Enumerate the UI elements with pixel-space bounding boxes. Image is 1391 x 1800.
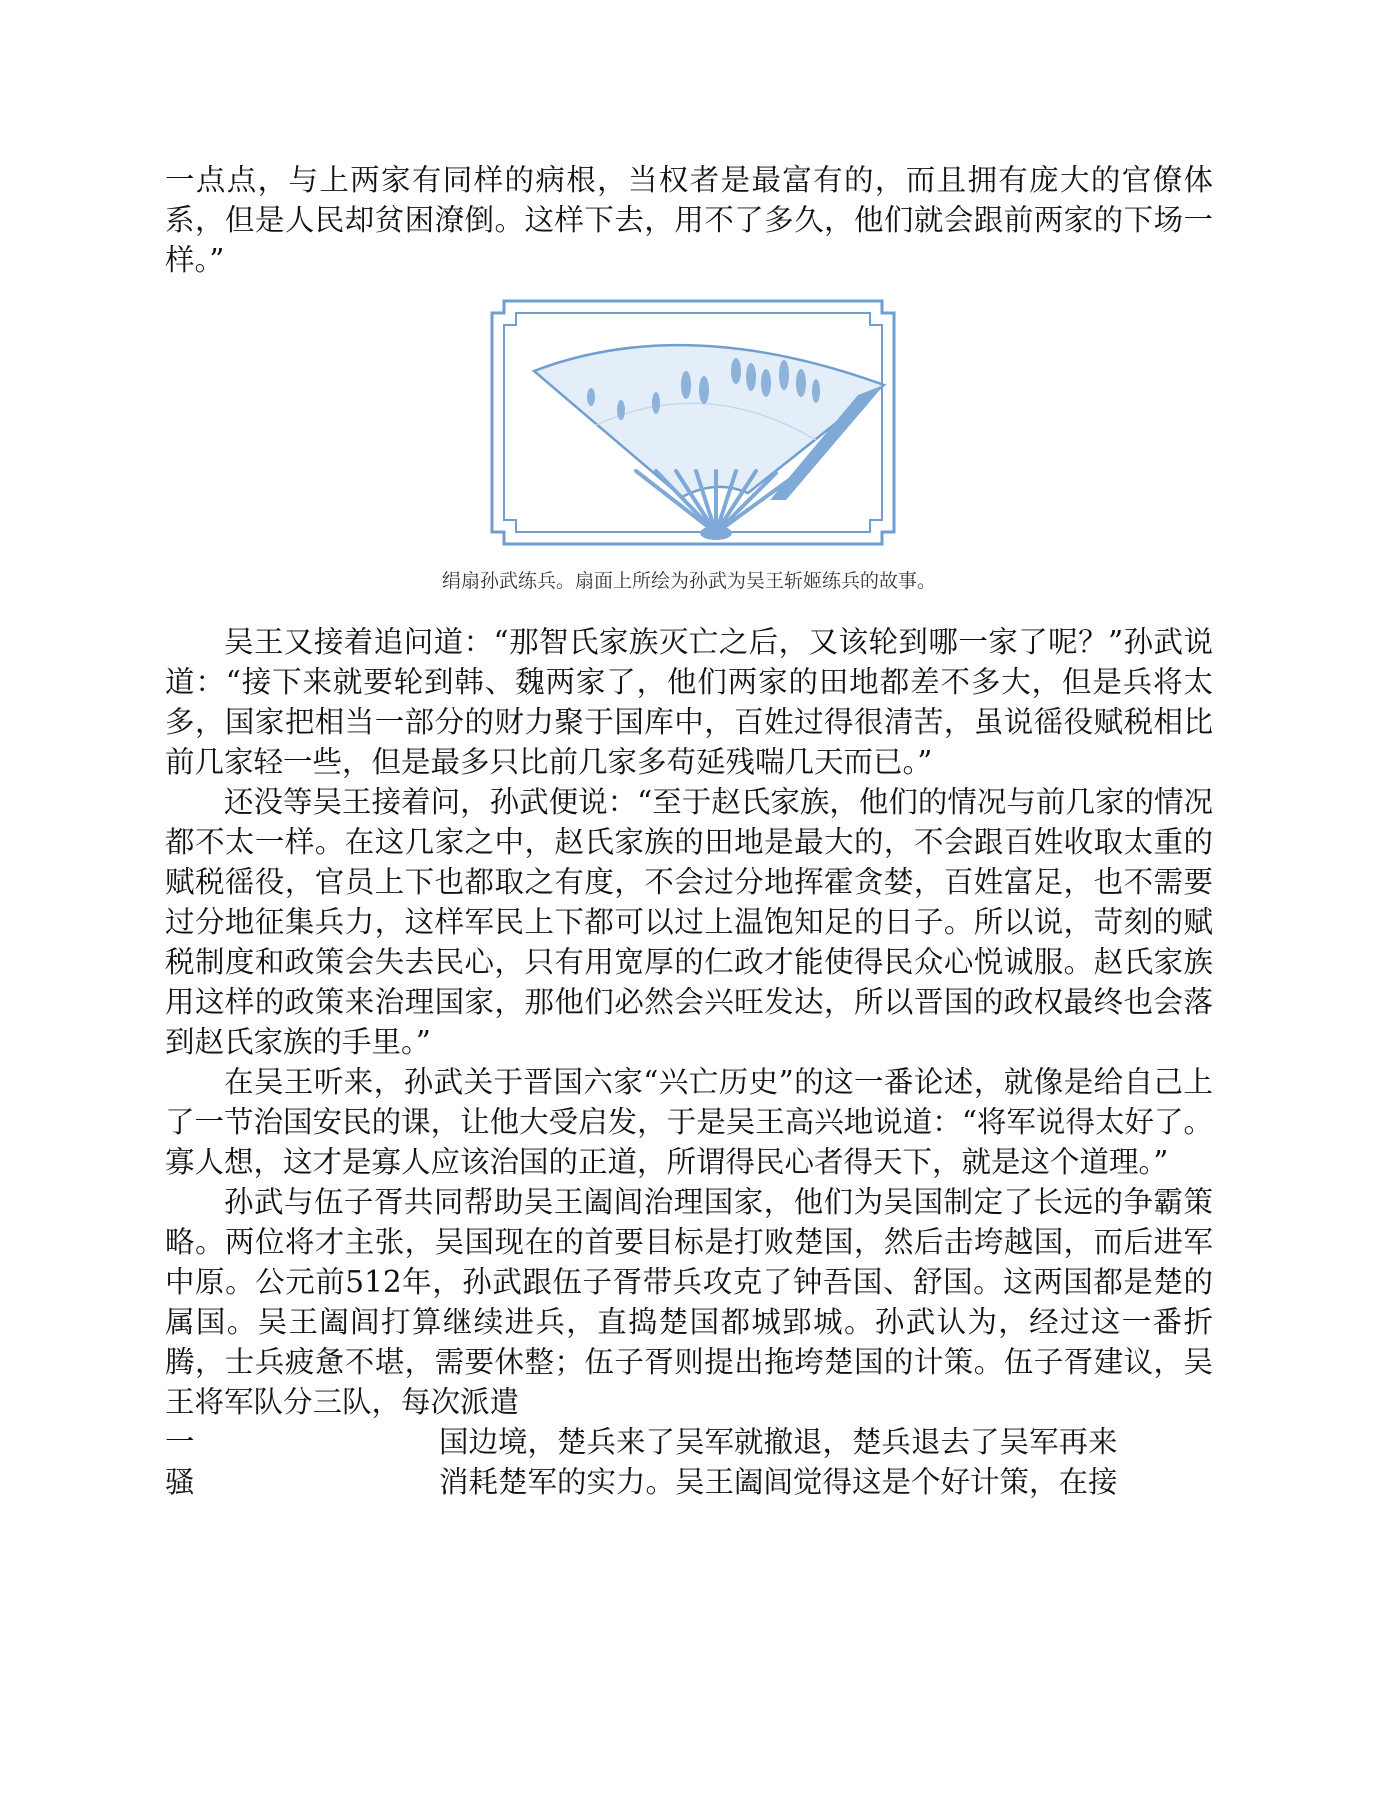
silk-fan-illustration bbox=[486, 295, 900, 550]
split-line bbox=[165, 1462, 1213, 1502]
paragraph: 在吴王听来，孙武关于晋国六家“兴亡历史”的这一番论述，就像是给自己上了一节治国安民的课，让他大受启发，于是吴王高兴地说道：“将军说得太好了。寡人想，这才是寡人应该治国的正道，所谓得民心者得天下，就是这个道理。” bbox=[165, 1065, 1213, 1179]
paragraph: 孙武与伍子胥共同帮助吴王阖闾治理国家，他们为吴国制定了长远的争霸策略。两位将才主张，吴国现在的首要目标是打败楚国，然后击垮越国，而后进军中原。公元前512年，孙武跟伍子胥带兵攻克了钟吾国、舒国。这两国都是楚的属国。吴王阖闾打算继续进兵，直捣楚国都城郢城。孙武认为，经过这一番折腾，士兵疲惫不堪，需要休整；伍子胥则提出拖垮楚国的计策。伍子胥建议，吴王将军队分三队，每次派遣 bbox=[165, 1185, 1213, 1419]
split-line bbox=[165, 1422, 1213, 1462]
split-line-left: 骚 bbox=[165, 1465, 195, 1499]
split-line-right: 消耗楚军的实力。吴王阖闾觉得这是个好计策，在接 bbox=[439, 1465, 1118, 1499]
split-line-right: 国边境，楚兵来了吴军就撤退，楚兵退去了吴军再来 bbox=[439, 1425, 1118, 1459]
paragraph-continued: 一点点，与上两家有同样的病根，当权者是最富有的，而且拥有庞大的官僚体系，但是人民却贫困潦倒。这样下去，用不了多久，他们就会跟前两家的下场一样。” bbox=[165, 163, 1213, 277]
paragraph: 还没等吴王接着问，孙武便说：“至于赵氏家族，他们的情况与前几家的情况都不太一样。在这几家之中，赵氏家族的田地是最大的，不会跟百姓收取太重的赋税徭役，官员上下也都取之有度，不会过分地挥霍贪婪，百姓富足，也不需要过分地征集兵力，这样军民上下都可以过上温饱知足的日子。所以说，苛刻的赋税制度和政策会失去民心，只有用宽厚的仁政才能使得民众心悦诚服。赵氏家族用这样的政策来治理国家，那他们必然会兴旺发达，所以晋国的政权最终也会落到赵氏家族的手里。” bbox=[165, 785, 1213, 1059]
split-line-left: 一 bbox=[165, 1425, 195, 1459]
text-block-main bbox=[165, 622, 1213, 1502]
text-block-top bbox=[165, 160, 1213, 280]
figure-caption: 绢扇孙武练兵。扇面上所绘为孙武为吴王斩姬练兵的故事。 bbox=[441, 570, 936, 592]
paragraph: 吴王又接着追问道：“那智氏家族灭亡之后，又该轮到哪一家了呢？”孙武说道：“接下来就要轮到韩、魏两家了，他们两家的田地都差不多大，但是兵将太多，国家把相当一部分的财力聚于国库中，百姓过得很清苦，虽说徭役赋税相比前几家轻一些，但是最多只比前几家多苟延残喘几天而已。” bbox=[165, 625, 1213, 779]
